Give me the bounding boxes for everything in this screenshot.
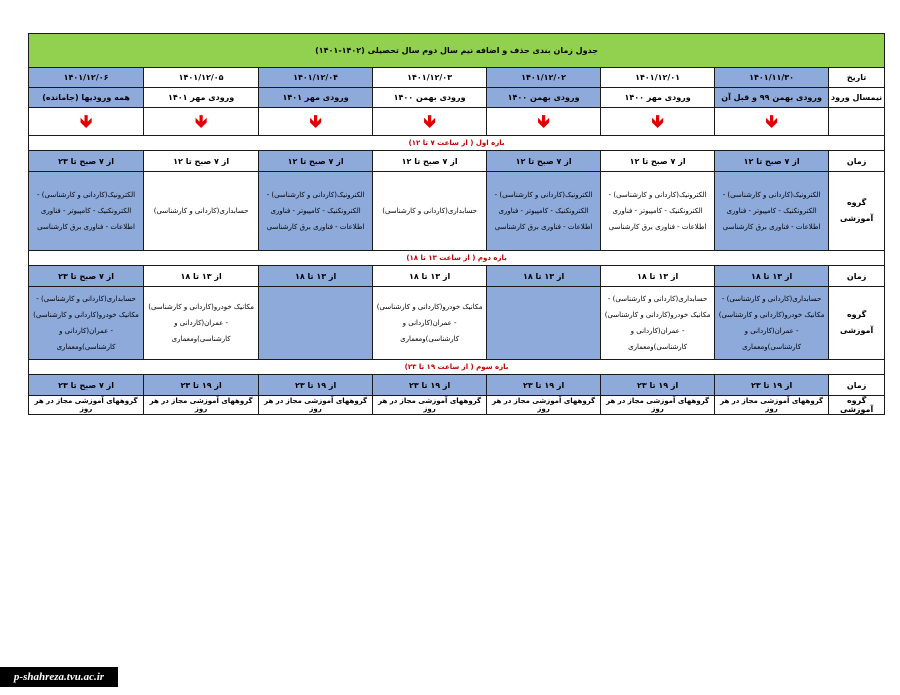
group-text: الکترونیک(کاردانی و کارشناسی) - الکترونکنیک - کامپیوتر - فناوری اطلاعات - فناوری برق کارشناسی [608, 191, 707, 231]
group-cell [601, 396, 715, 415]
group-cell [715, 396, 829, 415]
group-text: گروههای آموزشی مجاز در هر روز [606, 397, 710, 413]
time-cell: از ۷ صبح تا ۱۲ [259, 151, 373, 172]
group-text: گروههای آموزشی مجاز در هر روز [264, 397, 368, 413]
group-cell [373, 287, 487, 360]
group-text: گروههای آموزشی مجاز در هر روز [492, 397, 596, 413]
term-row [29, 88, 885, 108]
group-cell [29, 396, 144, 415]
group-cell [259, 172, 373, 251]
period-band-row [29, 136, 885, 151]
group-text: گروههای آموزشی مجاز در هر روز [378, 397, 482, 413]
group-cell [144, 396, 259, 415]
group-text: مکانیک خودرو(کاردانی و کارشناسی) - عمران(کاردانی و کارشناسی)ومعماری [148, 303, 254, 343]
down-arrow-icon: 🡻 [195, 112, 208, 132]
time-cell: از ۱۳ تا ۱۸ [144, 266, 259, 287]
time-cell: از ۱۳ تا ۱۸ [601, 266, 715, 287]
time-cell: از ۷ صبح تا ۱۲ [373, 151, 487, 172]
group-text: گروههای آموزشی مجاز در هر روز [720, 397, 824, 413]
arrow-cell [601, 108, 715, 136]
period-band-p2: بازه دوم ( از ساعت ۱۳ تا ۱۸) [29, 251, 885, 266]
group-cell [373, 172, 487, 251]
group-cell [487, 287, 601, 360]
period-band-p1: بازه اول ( از ساعت ۷ تا ۱۲) [29, 136, 885, 151]
group-cell [715, 287, 829, 360]
group-cell [29, 287, 144, 360]
group-cell [259, 396, 373, 415]
date-label: تاریخ [829, 68, 885, 88]
group-text: حسابداری(کاردانی و کارشناسی) - مکانیک خودرو(کاردانی و کارشناسی) - عمران(کاردانی و کارشناسی)ومعماری [33, 295, 139, 351]
group-text: الکترونیک(کاردانی و کارشناسی) - الکترونکنیک - کامپیوتر - فناوری اطلاعات - فناوری برق کارشناسی [722, 191, 821, 231]
term-cell: ورودی بهمن ۹۹ و قبل آن [715, 88, 829, 108]
time-cell: از ۷ صبح تا ۱۲ [487, 151, 601, 172]
group-text: گروههای آموزشی مجاز در هر روز [34, 397, 138, 413]
period-band-row [29, 360, 885, 375]
group-text: حسابداری(کاردانی و کارشناسی) [153, 207, 249, 215]
group-text: حسابداری(کاردانی و کارشناسی) - مکانیک خودرو(کاردانی و کارشناسی) - عمران(کاردانی و کارشناسی)ومعماری [718, 295, 825, 351]
group-cell [144, 287, 259, 360]
group-cell [601, 287, 715, 360]
term-cell: ورودی بهمن ۱۴۰۰ [373, 88, 487, 108]
table-title: جدول زمان بندی حذف و اضافه نیم سال دوم سال تحصیلی (۱۴۰۲-۱۴۰۱) [29, 34, 885, 68]
group-cell [29, 172, 144, 251]
group-text: الکترونیک(کاردانی و کارشناسی) - الکترونکنیک - کامپیوتر - فناوری اطلاعات - فناوری برق کارشناسی [494, 191, 593, 231]
time-cell: از ۱۳ تا ۱۸ [373, 266, 487, 287]
group-cell [715, 172, 829, 251]
date-cell: ۱۴۰۱/۱۲/۰۲ [487, 68, 601, 88]
down-arrow-icon: 🡻 [765, 112, 778, 132]
term-cell: ورودی مهر ۱۴۰۰ [601, 88, 715, 108]
period-band-row [29, 251, 885, 266]
date-row [29, 68, 885, 88]
date-cell: ۱۴۰۱/۱۱/۳۰ [715, 68, 829, 88]
term-cell: ورودی مهر ۱۴۰۱ [144, 88, 259, 108]
term-cell: ورودی مهر ۱۴۰۱ [259, 88, 373, 108]
group-text: الکترونیک(کاردانی و کارشناسی) - الکترونکنیک - کامپیوتر - فناوری اطلاعات - فناوری برق کارشناسی [266, 191, 365, 231]
arrow-cell [487, 108, 601, 136]
group-label: گروه آموزشی [829, 396, 885, 415]
group-cell [601, 172, 715, 251]
time-label: زمان [829, 266, 885, 287]
time-cell: از ۱۹ تا ۲۳ [144, 375, 259, 396]
group-text: مکانیک خودرو(کاردانی و کارشناسی) - عمران(کاردانی و کارشناسی)ومعماری [376, 303, 483, 343]
group-row-p2 [29, 287, 885, 360]
group-cell [373, 396, 487, 415]
period-band-p3: بازه سوم ( از ساعت ۱۹ تا ۲۳) [29, 360, 885, 375]
time-cell: از ۱۳ تا ۱۸ [259, 266, 373, 287]
time-row-p3 [29, 375, 885, 396]
arrow-cell [373, 108, 487, 136]
arrow-label-spacer [829, 108, 885, 136]
arrow-cell [144, 108, 259, 136]
group-cell [487, 396, 601, 415]
down-arrow-icon: 🡻 [651, 112, 664, 132]
arrow-cell [259, 108, 373, 136]
time-cell: از ۱۹ تا ۲۳ [259, 375, 373, 396]
time-cell: از ۱۹ تا ۲۳ [715, 375, 829, 396]
time-row-p2 [29, 266, 885, 287]
time-cell: از ۷ صبح تا ۱۲ [601, 151, 715, 172]
time-label: زمان [829, 375, 885, 396]
time-cell: از ۱۹ تا ۲۳ [601, 375, 715, 396]
group-cell [487, 172, 601, 251]
group-text: حسابداری(کاردانی و کارشناسی) [382, 207, 477, 215]
time-cell: از ۷ صبح تا ۲۳ [29, 151, 144, 172]
date-cell: ۱۴۰۱/۱۲/۰۱ [601, 68, 715, 88]
arrow-cell [715, 108, 829, 136]
date-cell: ۱۴۰۱/۱۲/۰۶ [29, 68, 144, 88]
down-arrow-icon: 🡻 [309, 112, 322, 132]
group-row-p3 [29, 396, 885, 415]
down-arrow-icon: 🡻 [79, 112, 93, 132]
time-label: زمان [829, 151, 885, 172]
group-cell [144, 172, 259, 251]
arrow-cell [29, 108, 144, 136]
term-label: نیمسال ورود [829, 88, 885, 108]
down-arrow-icon: 🡻 [537, 112, 550, 132]
group-text: حسابداری(کاردانی و کارشناسی) - مکانیک خودرو(کاردانی و کارشناسی) - عمران(کاردانی و کارشناسی)ومعماری [604, 295, 711, 351]
group-text: الکترونیک(کاردانی و کارشناسی) - الکترونکنیک - کامپیوتر - فناوری اطلاعات - فناوری برق کارشناسی [37, 191, 136, 231]
time-cell: از ۷ صبح تا ۱۲ [715, 151, 829, 172]
group-label: گروه آموزشی [829, 287, 885, 360]
group-label: گروه آموزشی [829, 172, 885, 251]
site-url-footer: p-shahreza.tvu.ac.ir [0, 667, 118, 687]
group-row-p1 [29, 172, 885, 251]
time-cell: از ۱۳ تا ۱۸ [715, 266, 829, 287]
time-cell: از ۱۳ تا ۱۸ [487, 266, 601, 287]
term-cell: ورودی بهمن ۱۴۰۰ [487, 88, 601, 108]
title-row [29, 34, 885, 68]
arrow-row [29, 108, 885, 136]
date-cell: ۱۴۰۱/۱۲/۰۴ [259, 68, 373, 88]
schedule-table [28, 33, 885, 415]
group-text: گروههای آموزشی مجاز در هر روز [149, 397, 253, 413]
time-cell: از ۱۹ تا ۲۳ [373, 375, 487, 396]
date-cell: ۱۴۰۱/۱۲/۰۳ [373, 68, 487, 88]
down-arrow-icon: 🡻 [423, 112, 436, 132]
group-cell [259, 287, 373, 360]
term-cell: همه ورودیها (جامانده) [29, 88, 144, 108]
time-cell: از ۱۹ تا ۲۳ [487, 375, 601, 396]
time-cell: از ۷ صبح تا ۱۲ [144, 151, 259, 172]
time-cell: از ۷ صبح تا ۲۳ [29, 266, 144, 287]
date-cell: ۱۴۰۱/۱۲/۰۵ [144, 68, 259, 88]
time-row-p1 [29, 151, 885, 172]
time-cell: از ۷ صبح تا ۲۳ [29, 375, 144, 396]
